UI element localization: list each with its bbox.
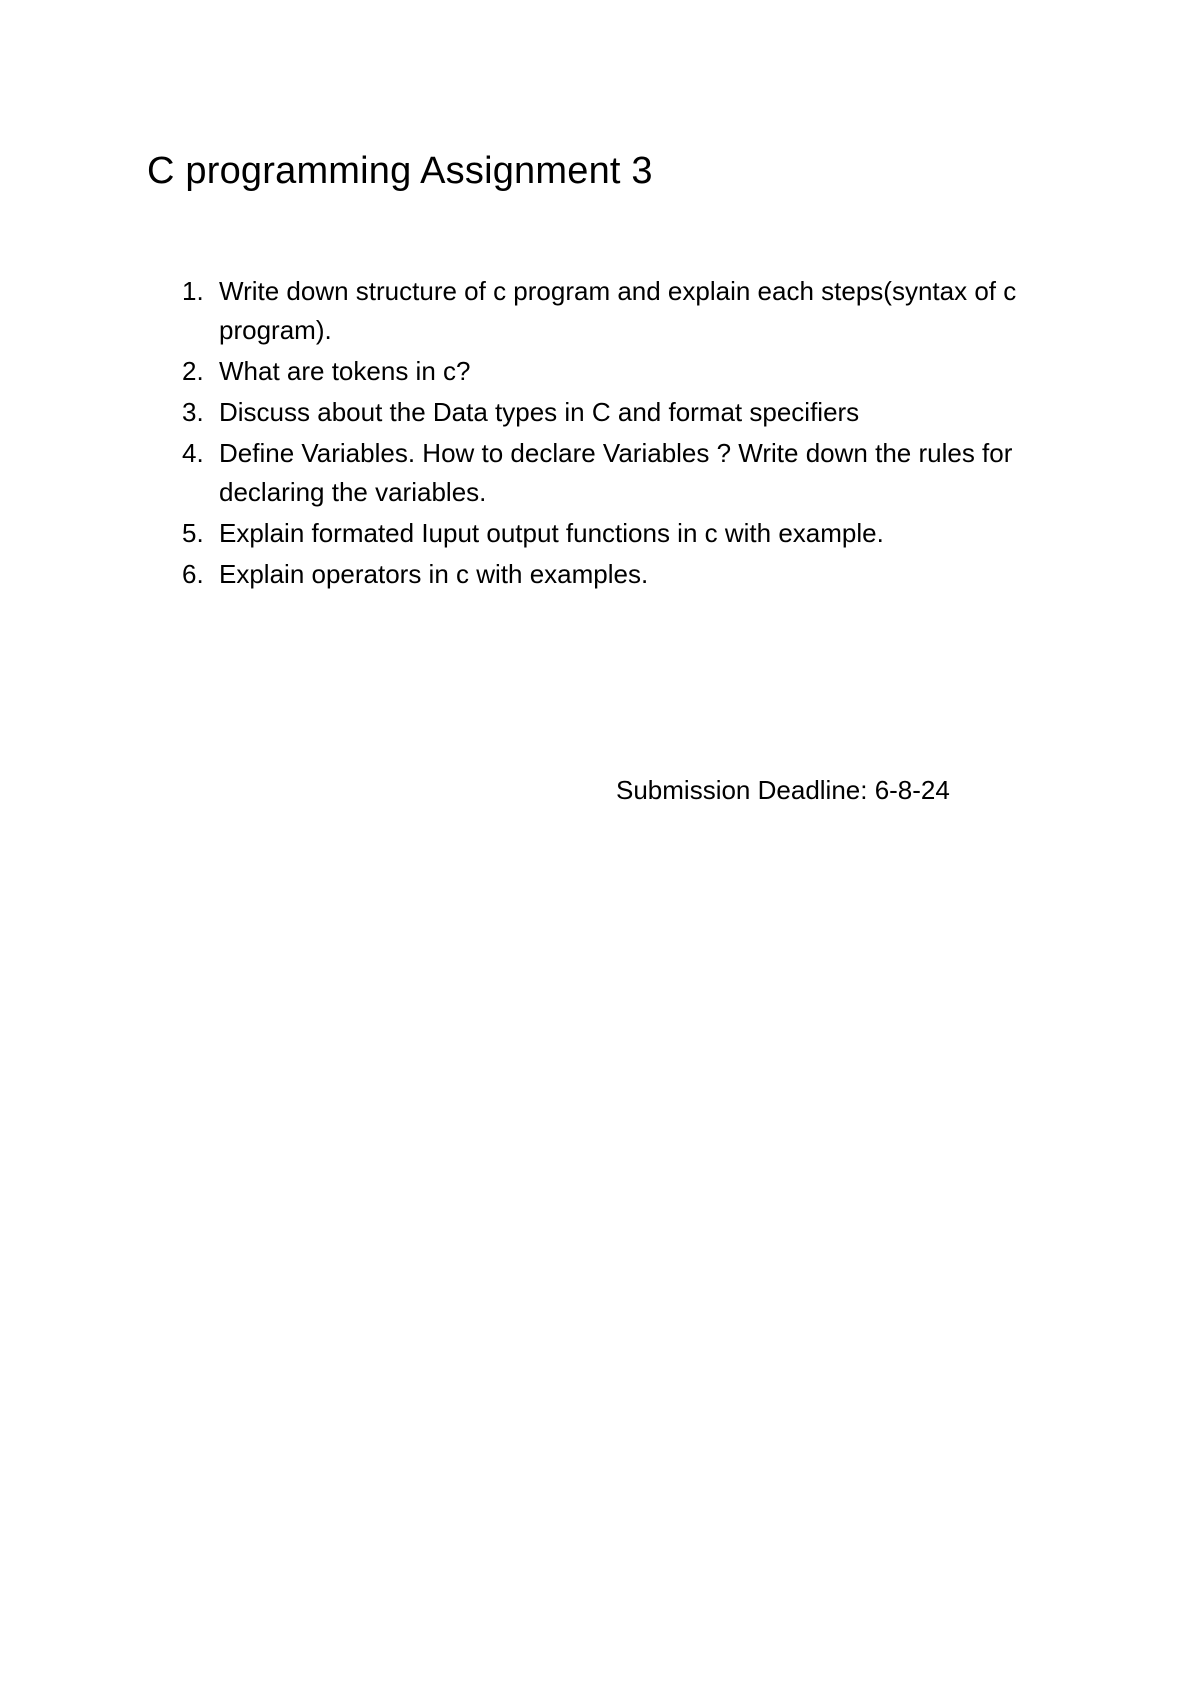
question-item — [182, 352, 1042, 391]
question-text: Discuss about the Data types in C and format specifiers — [219, 397, 860, 427]
question-list — [182, 272, 1042, 596]
submission-deadline: Submission Deadline: 6-8-24 — [616, 775, 950, 805]
question-item — [182, 434, 1042, 512]
question-number: 2. — [182, 356, 204, 386]
question-number: 6. — [182, 559, 204, 589]
question-text: What are tokens in c? — [219, 356, 471, 386]
question-text: Define Variables. How to declare Variables ? Write down the rules for declaring the variables. — [219, 438, 1013, 507]
question-text: Write down structure of c program and explain each steps(syntax of c program). — [219, 276, 1017, 345]
question-item — [182, 393, 1042, 432]
question-item — [182, 514, 1042, 553]
question-text: Explain formated Iuput output functions in c with example. — [219, 518, 884, 548]
question-number: 1. — [182, 276, 204, 306]
document-title: C programming Assignment 3 — [147, 150, 653, 192]
question-item — [182, 555, 1042, 594]
question-number: 4. — [182, 438, 204, 468]
question-text: Explain operators in c with examples. — [219, 559, 649, 589]
question-item — [182, 272, 1042, 350]
question-number: 5. — [182, 518, 204, 548]
question-number: 3. — [182, 397, 204, 427]
